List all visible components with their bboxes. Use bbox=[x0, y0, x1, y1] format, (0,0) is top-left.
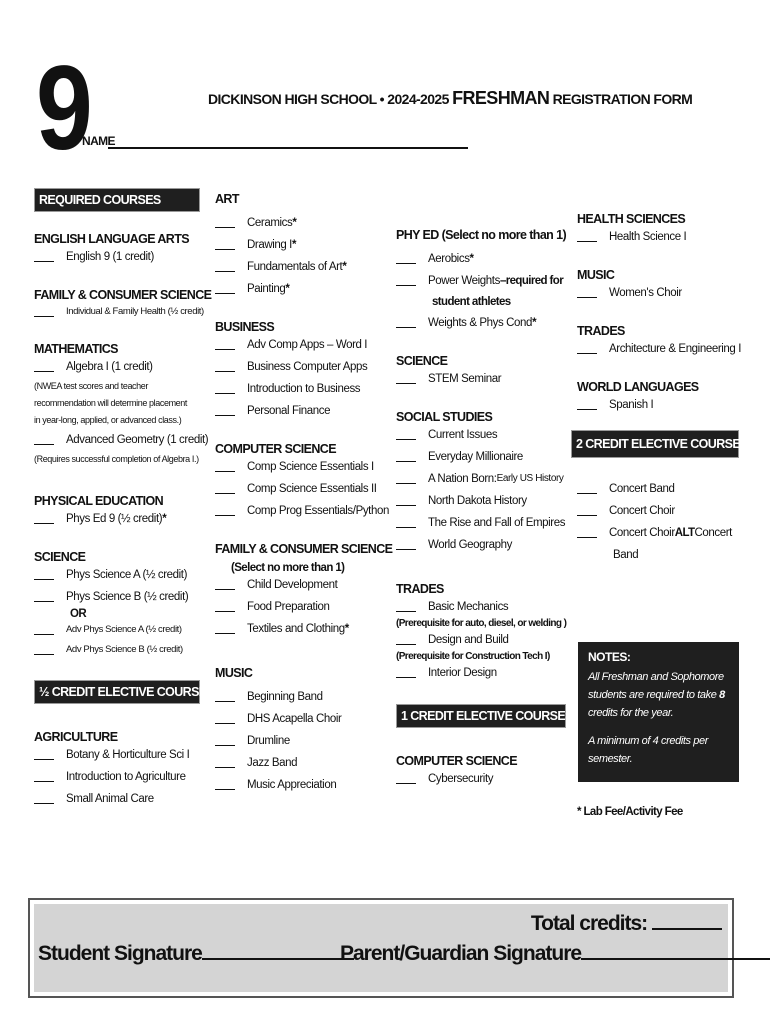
checkbox-blank[interactable] bbox=[396, 519, 416, 528]
course-drawing-1[interactable]: Drawing I * bbox=[215, 234, 400, 256]
signature-box bbox=[28, 898, 734, 998]
column-more-electives bbox=[576, 212, 748, 566]
fcs-heading: FAMILY & CONSUMER SCIENCE bbox=[34, 288, 212, 302]
checkbox-blank[interactable] bbox=[396, 636, 416, 645]
course-adv-comp-apps[interactable]: Adv Comp Apps – Word I bbox=[215, 334, 400, 356]
column-electives bbox=[396, 228, 573, 790]
course-music-appreciation[interactable]: Music Appreciation bbox=[215, 774, 400, 796]
checkbox-blank[interactable] bbox=[396, 475, 416, 484]
science-elective-heading: SCIENCE bbox=[396, 354, 448, 368]
checkbox-blank[interactable] bbox=[396, 255, 416, 264]
course-nation-born[interactable]: A Nation Born: Early US History bbox=[396, 468, 566, 490]
course-concert-choir-alt-band[interactable]: Concert Choir ALT Concert bbox=[577, 522, 742, 544]
course-textiles-clothing[interactable]: Textiles and Clothing * bbox=[215, 618, 400, 640]
checkbox-blank[interactable] bbox=[34, 571, 54, 580]
form-title bbox=[208, 88, 692, 109]
music-elective-heading: MUSIC bbox=[577, 268, 615, 282]
checkbox-blank[interactable] bbox=[215, 385, 235, 394]
checkbox-blank[interactable] bbox=[34, 626, 54, 635]
checkbox-blank[interactable] bbox=[215, 485, 235, 494]
course-business-computer-apps[interactable]: Business Computer Apps bbox=[215, 356, 400, 378]
notes-credits: All Freshman and Sophomore students are required to take 8 credits for the year. bbox=[588, 671, 725, 719]
checkbox-blank[interactable] bbox=[577, 345, 597, 354]
checkbox-blank[interactable] bbox=[215, 737, 235, 746]
checkbox-blank[interactable] bbox=[215, 407, 235, 416]
course-health-science-1[interactable]: Health Science I bbox=[577, 226, 742, 248]
checkbox-blank[interactable] bbox=[396, 375, 416, 384]
course-comp-sci-1[interactable]: Comp Science Essentials I bbox=[215, 456, 400, 478]
checkbox-blank[interactable] bbox=[577, 233, 597, 242]
course-power-weights[interactable]: Power Weights –required for bbox=[396, 270, 566, 292]
course-acapella-choir[interactable]: DHS Acapella Choir bbox=[215, 708, 400, 730]
course-personal-finance[interactable]: Personal Finance bbox=[215, 400, 400, 422]
title-school: DICKINSON HIGH SCHOOL • 2024-2025 bbox=[208, 91, 453, 107]
checkbox-blank[interactable] bbox=[396, 541, 416, 550]
checkbox-blank[interactable] bbox=[34, 751, 54, 760]
ela-heading: ENGLISH LANGUAGE ARTS bbox=[34, 232, 189, 246]
science-heading: SCIENCE bbox=[34, 550, 86, 564]
course-family-health[interactable]: Individual & Family Health (½ credit) bbox=[34, 302, 200, 322]
checkbox-blank[interactable] bbox=[34, 593, 54, 602]
checkbox-blank[interactable] bbox=[215, 363, 235, 372]
math-heading: MATHEMATICS bbox=[34, 342, 118, 356]
required-courses-banner: REQUIRED COURSES bbox=[34, 188, 200, 212]
parent-signature-field[interactable]: Parent/Guardian Signature bbox=[340, 942, 770, 966]
concert-choir-alt-band-cont: Band bbox=[613, 549, 639, 561]
course-basic-mechanics[interactable]: Basic Mechanics bbox=[396, 596, 566, 618]
phy-ed-heading: PHY ED (Select no more than 1) bbox=[396, 228, 567, 242]
course-comp-sci-2[interactable]: Comp Science Essentials II bbox=[215, 478, 400, 500]
course-rise-fall-empires[interactable]: The Rise and Fall of Empires bbox=[396, 512, 566, 534]
course-concert-choir[interactable]: Concert Choir bbox=[577, 500, 742, 522]
course-food-preparation[interactable]: Food Preparation bbox=[215, 596, 400, 618]
health-sciences-heading: HEALTH SCIENCES bbox=[577, 212, 686, 226]
course-world-geography[interactable]: World Geography bbox=[396, 534, 566, 556]
checkbox-blank[interactable] bbox=[577, 485, 597, 494]
computer-science-heading: COMPUTER SCIENCE bbox=[215, 442, 336, 456]
two-credit-elective-banner: 2 CREDIT ELECTIVE COURSES bbox=[571, 430, 739, 458]
course-weights-phys-cond[interactable]: Weights & Phys Cond * bbox=[396, 312, 566, 334]
music-heading: MUSIC bbox=[215, 666, 253, 680]
math-placement-note: (NWEA test scores and teacher recommendation will determine placement in year-long, applied, or advanced class.) bbox=[34, 381, 187, 425]
checkbox-blank[interactable] bbox=[34, 773, 54, 782]
checkbox-blank[interactable] bbox=[215, 581, 235, 590]
power-weights-note: student athletes bbox=[432, 296, 511, 308]
checkbox-blank[interactable] bbox=[34, 363, 54, 372]
business-heading: BUSINESS bbox=[215, 320, 275, 334]
checkbox-blank[interactable] bbox=[396, 497, 416, 506]
course-small-animal-care[interactable]: Small Animal Care bbox=[34, 788, 200, 810]
student-signature-line[interactable] bbox=[202, 958, 354, 960]
checkbox-blank[interactable] bbox=[215, 715, 235, 724]
checkbox-blank[interactable] bbox=[396, 453, 416, 462]
checkbox-blank[interactable] bbox=[577, 529, 597, 538]
course-adv-phys-science-b[interactable]: Adv Phys Science B (½ credit) bbox=[34, 640, 200, 660]
course-intro-business[interactable]: Introduction to Business bbox=[215, 378, 400, 400]
course-jazz-band[interactable]: Jazz Band bbox=[215, 752, 400, 774]
checkbox-blank[interactable] bbox=[34, 253, 54, 262]
course-adv-phys-science-a[interactable]: Adv Phys Science A (½ credit) bbox=[34, 620, 200, 640]
checkbox-blank[interactable] bbox=[215, 507, 235, 516]
course-aerobics[interactable]: Aerobics * bbox=[396, 248, 566, 270]
course-everyday-millionaire[interactable]: Everyday Millionaire bbox=[396, 446, 566, 468]
name-field[interactable] bbox=[108, 147, 468, 149]
checkbox-blank[interactable] bbox=[34, 795, 54, 804]
checkbox-blank[interactable] bbox=[215, 263, 235, 272]
lab-fee-star: * bbox=[162, 513, 167, 525]
course-english-9[interactable]: English 9 (1 credit) bbox=[34, 246, 200, 268]
course-phys-ed-9[interactable]: Phys Ed 9 (½ credit) * bbox=[34, 508, 200, 530]
checkbox-blank[interactable] bbox=[396, 319, 416, 328]
student-signature-field[interactable]: Student Signature bbox=[38, 942, 354, 966]
course-spanish-1[interactable]: Spanish I bbox=[577, 394, 742, 416]
course-phys-science-b[interactable]: Phys Science B (½ credit) bbox=[34, 586, 200, 608]
trades-elective-heading: TRADES bbox=[577, 324, 625, 338]
checkbox-blank[interactable] bbox=[396, 775, 416, 784]
course-botany[interactable]: Botany & Horticulture Sci I bbox=[34, 744, 200, 766]
course-stem-seminar[interactable]: STEM Seminar bbox=[396, 368, 566, 390]
checkbox-blank[interactable] bbox=[215, 603, 235, 612]
course-womens-choir[interactable]: Women's Choir bbox=[577, 282, 742, 304]
checkbox-blank[interactable] bbox=[215, 285, 235, 294]
name-label: NAME bbox=[82, 134, 115, 148]
course-phys-science-a[interactable]: Phys Science A (½ credit) bbox=[34, 564, 200, 586]
grade-number: 9 bbox=[36, 41, 90, 175]
checkbox-blank[interactable] bbox=[396, 603, 416, 612]
world-languages-heading: WORLD LANGUAGES bbox=[577, 380, 699, 394]
checkbox-blank[interactable] bbox=[215, 759, 235, 768]
checkbox-blank[interactable] bbox=[215, 341, 235, 350]
agriculture-heading: AGRICULTURE bbox=[34, 730, 118, 744]
pe-heading: PHYSICAL EDUCATION bbox=[34, 494, 164, 508]
title-grade-word: FRESHMAN bbox=[452, 88, 550, 108]
checkbox-blank[interactable] bbox=[215, 625, 235, 634]
checkbox-blank[interactable] bbox=[215, 463, 235, 472]
course-fundamentals-art[interactable]: Fundamentals of Art * bbox=[215, 256, 400, 278]
course-interior-design[interactable]: Interior Design bbox=[396, 662, 566, 684]
column-half-credit bbox=[215, 192, 400, 796]
course-painting[interactable]: Painting * bbox=[215, 278, 400, 300]
art-heading: ART bbox=[215, 192, 239, 206]
notes-semester: A minimum of 4 credits per semester. bbox=[588, 735, 709, 765]
checkbox-blank[interactable] bbox=[396, 277, 416, 286]
checkbox-blank[interactable] bbox=[215, 781, 235, 790]
checkbox-blank[interactable] bbox=[577, 507, 597, 516]
checkbox-blank[interactable] bbox=[215, 241, 235, 250]
course-cybersecurity[interactable]: Cybersecurity bbox=[396, 768, 566, 790]
course-drumline[interactable]: Drumline bbox=[215, 730, 400, 752]
course-ceramics[interactable]: Ceramics * bbox=[215, 212, 400, 234]
notes-title: NOTES: bbox=[588, 650, 631, 664]
design-build-prereq-note: (Prerequisite for Construction Tech I) bbox=[396, 651, 550, 662]
course-algebra-1[interactable]: Algebra I (1 credit) bbox=[34, 356, 200, 378]
signature-panel bbox=[34, 904, 728, 992]
checkbox-blank[interactable] bbox=[34, 308, 54, 317]
checkbox-blank[interactable] bbox=[34, 646, 54, 655]
one-credit-elective-banner: 1 CREDIT ELECTIVE COURSES bbox=[396, 704, 566, 728]
course-comp-prog-python[interactable]: Comp Prog Essentials/Python bbox=[215, 500, 400, 522]
social-studies-heading: SOCIAL STUDIES bbox=[396, 410, 493, 424]
course-current-issues[interactable]: Current Issues bbox=[396, 424, 566, 446]
fcs-elective-heading: FAMILY & CONSUMER SCIENCE bbox=[215, 542, 393, 556]
course-design-build[interactable]: Design and Build bbox=[396, 629, 566, 651]
course-beginning-band[interactable]: Beginning Band bbox=[215, 686, 400, 708]
checkbox-blank[interactable] bbox=[577, 401, 597, 410]
half-credit-elective-banner: ½ CREDIT ELECTIVE COURSES bbox=[34, 680, 200, 704]
total-credits-field[interactable]: Total credits: bbox=[531, 912, 722, 936]
course-child-development[interactable]: Child Development bbox=[215, 574, 400, 596]
column-required bbox=[34, 188, 215, 810]
title-form: REGISTRATION FORM bbox=[549, 91, 693, 107]
checkbox-blank[interactable] bbox=[215, 693, 235, 702]
course-north-dakota-history[interactable]: North Dakota History bbox=[396, 490, 566, 512]
course-intro-agriculture[interactable]: Introduction to Agriculture bbox=[34, 766, 200, 788]
lab-fee-legend: * Lab Fee/Activity Fee bbox=[577, 806, 683, 818]
checkbox-blank[interactable] bbox=[396, 669, 416, 678]
parent-signature-line[interactable] bbox=[581, 958, 770, 960]
mechanics-prereq-note: (Prerequisite for auto, diesel, or welding ) bbox=[396, 618, 567, 629]
geometry-prereq-note: (Requires successful completion of Algebra I.) bbox=[34, 454, 199, 464]
checkbox-blank[interactable] bbox=[396, 431, 416, 440]
course-concert-band[interactable]: Concert Band bbox=[577, 478, 742, 500]
checkbox-blank[interactable] bbox=[215, 219, 235, 228]
checkbox-blank[interactable] bbox=[577, 289, 597, 298]
notes-box bbox=[578, 642, 739, 782]
course-architecture-engineering[interactable]: Architecture & Engineering I bbox=[577, 338, 742, 360]
fcs-select-note: (Select no more than 1) bbox=[231, 562, 345, 574]
cs-one-credit-heading: COMPUTER SCIENCE bbox=[396, 754, 517, 768]
trades-heading: TRADES bbox=[396, 582, 444, 596]
course-advanced-geometry[interactable]: Advanced Geometry (1 credit) bbox=[34, 429, 200, 451]
checkbox-blank[interactable] bbox=[34, 436, 54, 445]
total-credits-line[interactable] bbox=[652, 928, 722, 930]
checkbox-blank[interactable] bbox=[34, 515, 54, 524]
science-or-label: OR bbox=[70, 608, 87, 620]
